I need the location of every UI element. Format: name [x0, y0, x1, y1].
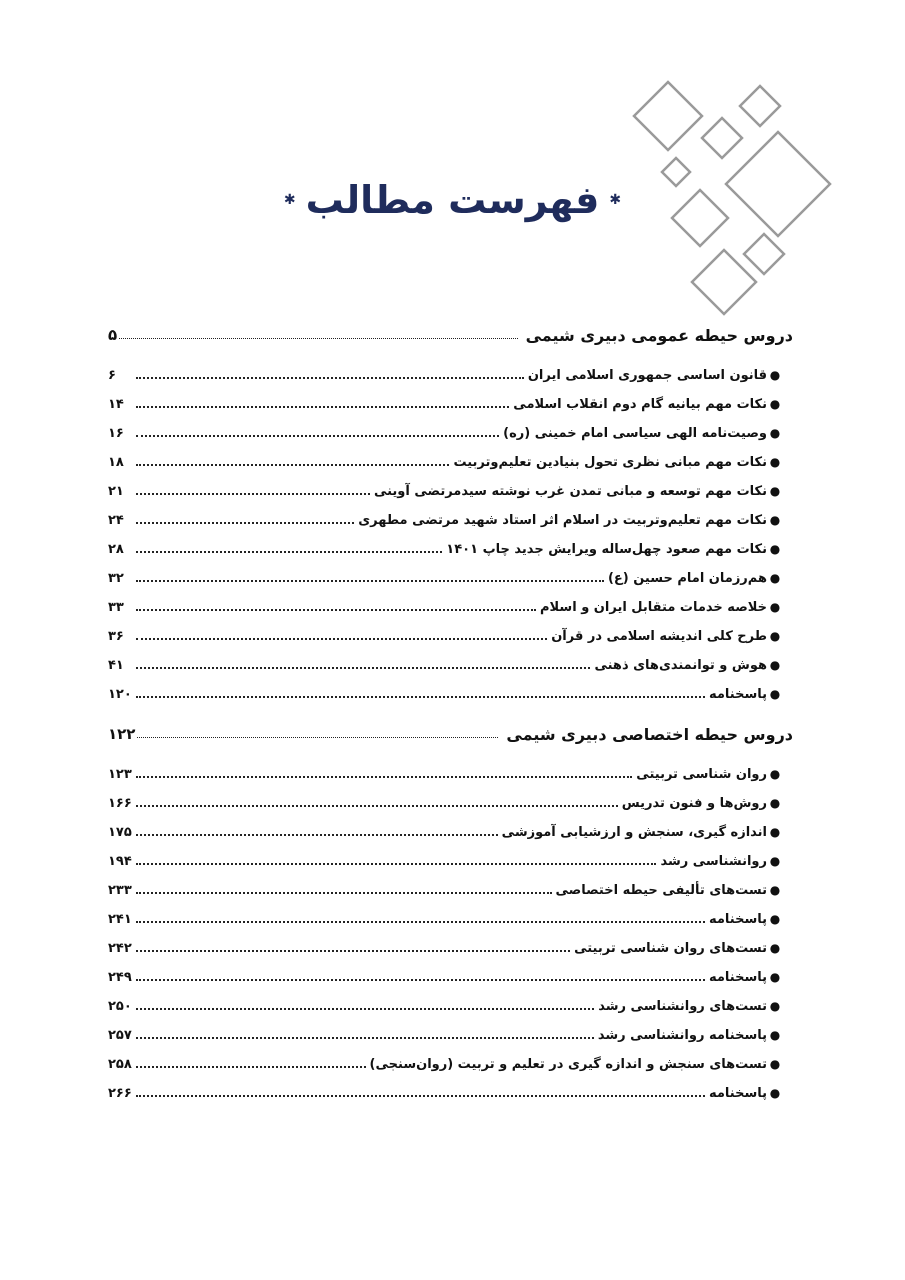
leader-dots [136, 690, 705, 698]
toc-entry[interactable] [108, 392, 783, 416]
toc-entry-label: نکات مهم مبانی نظری تحول بنیادین تعلیم‌وتربیت [453, 454, 767, 470]
toc-entry-label: تست‌های سنجش و اندازه گیری در تعلیم و تربیت (روان‌سنجی) [369, 1056, 767, 1072]
toc-entry-label: پاسخنامه [708, 969, 767, 985]
leader-dots [136, 371, 524, 379]
bullet-icon: ● [769, 600, 781, 614]
leader-dots [136, 1002, 594, 1010]
toc-entry[interactable] [108, 762, 783, 786]
bullet-icon: ● [769, 796, 781, 810]
page-number: ۲۴ [108, 512, 124, 528]
toc-entry-label: پاسخنامه [708, 911, 767, 927]
toc-entry-label: هم‌رزمان امام حسین (ع) [607, 570, 767, 586]
leader-dots [136, 400, 509, 408]
toc-entry[interactable] [108, 479, 783, 503]
toc-entry[interactable] [108, 595, 783, 619]
leader-dots [136, 915, 705, 923]
toc-entry-label: خلاصه خدمات متقابل ایران و اسلام [540, 599, 767, 615]
toc-entry[interactable] [108, 682, 783, 706]
leader-dots [136, 944, 570, 952]
toc-entry-label: روش‌ها و فنون تدریس [621, 795, 767, 811]
bullet-icon: ● [769, 397, 781, 411]
leader-dots [136, 429, 499, 437]
section-heading-label: دروس حیطه اختصاصی دبیری شیمی [506, 724, 793, 744]
page-number: ۲۵۸ [108, 1056, 132, 1072]
bullet-icon: ● [769, 767, 781, 781]
page-number: ۲۸ [108, 541, 124, 557]
toc-entry-label: نکات مهم صعود چهل‌ساله ویرایش جدید چاپ ۱۴۰۱ [446, 541, 767, 557]
bullet-icon: ● [769, 941, 781, 955]
page-number: ۲۳۳ [108, 882, 132, 898]
toc-entry[interactable] [108, 363, 783, 387]
leader-dots [136, 545, 442, 553]
diamond-shape [740, 86, 780, 126]
diamond-shape [692, 250, 756, 314]
bullet-icon: ● [769, 484, 781, 498]
section-heading-label: دروس حیطه عمومی دبیری شیمی [525, 325, 793, 345]
toc-entry-label: وصیت‌نامه الهی سیاسی امام خمینی (ره) [503, 425, 767, 441]
page-number: ۶ [108, 367, 116, 383]
page-number: ۱۲۰ [108, 686, 132, 702]
toc-entry[interactable] [108, 624, 783, 648]
toc-section-heading[interactable] [108, 719, 793, 749]
bullet-icon: ● [769, 571, 781, 585]
title-ornament-right: ✱ [609, 192, 622, 208]
page-number: ۵ [108, 326, 118, 344]
leader-dots [119, 332, 517, 339]
leader-dots [136, 458, 449, 466]
page-number: ۲۱ [108, 483, 124, 499]
page-number: ۱۶۶ [108, 795, 132, 811]
toc-section-heading[interactable] [108, 320, 793, 350]
bullet-icon: ● [769, 883, 781, 897]
toc-entry[interactable] [108, 537, 783, 561]
toc-entry-label: نکات مهم بیانیه گام دوم انقلاب اسلامی [513, 396, 767, 412]
toc-entry-label: پاسخنامه [708, 1085, 767, 1101]
toc-entry-label: تست‌های روانشناسی رشد [598, 998, 767, 1014]
toc-entry[interactable] [108, 820, 783, 844]
toc-entry-label: نکات مهم تعلیم‌وتربیت در اسلام اثر استاد شهید مرتضی مطهری [358, 512, 767, 528]
bullet-icon: ● [769, 825, 781, 839]
diamond-shape [702, 118, 742, 158]
toc-entry[interactable] [108, 936, 783, 960]
page-number: ۱۴ [108, 396, 124, 412]
toc-entry[interactable] [108, 508, 783, 532]
bullet-icon: ● [769, 1057, 781, 1071]
toc-entry[interactable] [108, 907, 783, 931]
page-number: ۲۵۰ [108, 998, 132, 1014]
leader-dots [136, 632, 547, 640]
toc-entry[interactable] [108, 791, 783, 815]
toc-entry-label: روانشناسی رشد [660, 853, 767, 869]
toc-entry[interactable] [108, 849, 783, 873]
bullet-icon: ● [769, 854, 781, 868]
bullet-icon: ● [769, 999, 781, 1013]
toc-entry-label: روان شناسی تربیتی [636, 766, 767, 782]
toc-entry-label: تست‌های تألیفی حیطه اختصاصی [555, 882, 767, 898]
page-number: ۲۴۱ [108, 911, 132, 927]
leader-dots [136, 857, 656, 865]
bullet-icon: ● [769, 970, 781, 984]
leader-dots [136, 1089, 705, 1097]
bullet-icon: ● [769, 368, 781, 382]
page-number: ۳۶ [108, 628, 124, 644]
page-number: ۴۱ [108, 657, 124, 673]
toc-entry-label: اندازه گیری، سنجش و ارزشیابی آموزشی [501, 824, 767, 840]
toc-entry[interactable] [108, 653, 783, 677]
toc-entry-label: هوش و توانمندی‌های ذهنی [594, 657, 767, 673]
bullet-icon: ● [769, 513, 781, 527]
diamond-shape [634, 82, 702, 150]
leader-dots [136, 574, 604, 582]
bullet-icon: ● [769, 542, 781, 556]
page-number: ۳۳ [108, 599, 124, 615]
leader-dots [136, 1060, 366, 1068]
toc-entry[interactable] [108, 1023, 783, 1047]
diamond-shape [744, 234, 784, 274]
toc-entry-label: طرح کلی اندیشه اسلامی در قرآن [551, 628, 767, 644]
leader-dots [136, 487, 370, 495]
bullet-icon: ● [769, 912, 781, 926]
page-number: ۱۸ [108, 454, 124, 470]
leader-dots [136, 886, 552, 894]
leader-dots [136, 516, 354, 524]
toc-entry[interactable] [108, 1081, 783, 1105]
leader-dots [137, 731, 498, 738]
leader-dots [136, 603, 536, 611]
bullet-icon: ● [769, 658, 781, 672]
toc-entry-label: تست‌های روان شناسی تربیتی [574, 940, 767, 956]
toc-entry-label: پاسخنامه روانشناسی رشد [597, 1027, 767, 1043]
toc-entry[interactable] [108, 566, 783, 590]
page-number: ۳۲ [108, 570, 124, 586]
page-number: ۱۶ [108, 425, 124, 441]
bullet-icon: ● [769, 687, 781, 701]
page-number: ۱۷۵ [108, 824, 132, 840]
page-title: فهرست مطالب [305, 178, 600, 222]
toc-entry[interactable] [108, 1052, 783, 1076]
leader-dots [136, 1031, 594, 1039]
page-number: ۱۲۲ [108, 725, 136, 743]
bullet-icon: ● [769, 1086, 781, 1100]
toc-entry[interactable] [108, 450, 783, 474]
leader-dots [136, 770, 632, 778]
bullet-icon: ● [769, 1028, 781, 1042]
toc-entry-label: قانون اساسی جمهوری اسلامی ایران [527, 367, 767, 383]
title-ornament-left: ✱ [283, 192, 296, 208]
bullet-icon: ● [769, 455, 781, 469]
leader-dots [136, 799, 618, 807]
toc-entry-label: پاسخنامه [708, 686, 767, 702]
toc-entry[interactable] [108, 965, 783, 989]
leader-dots [136, 828, 498, 836]
title-block [0, 178, 905, 222]
toc-entry[interactable] [108, 421, 783, 445]
page-number: ۱۹۴ [108, 853, 132, 869]
toc-entry-label: نکات مهم توسعه و مبانی تمدن غرب نوشته سیدمرتضی آوینی [373, 483, 767, 499]
page-number: ۲۵۷ [108, 1027, 132, 1043]
bullet-icon: ● [769, 629, 781, 643]
page-number: ۲۶۶ [108, 1085, 132, 1101]
leader-dots [136, 661, 590, 669]
page-number: ۲۴۹ [108, 969, 132, 985]
page-number: ۲۴۲ [108, 940, 132, 956]
toc-entry[interactable] [108, 994, 783, 1018]
page-number: ۱۲۳ [108, 766, 132, 782]
bullet-icon: ● [769, 426, 781, 440]
leader-dots [136, 973, 705, 981]
toc-entry[interactable] [108, 878, 783, 902]
